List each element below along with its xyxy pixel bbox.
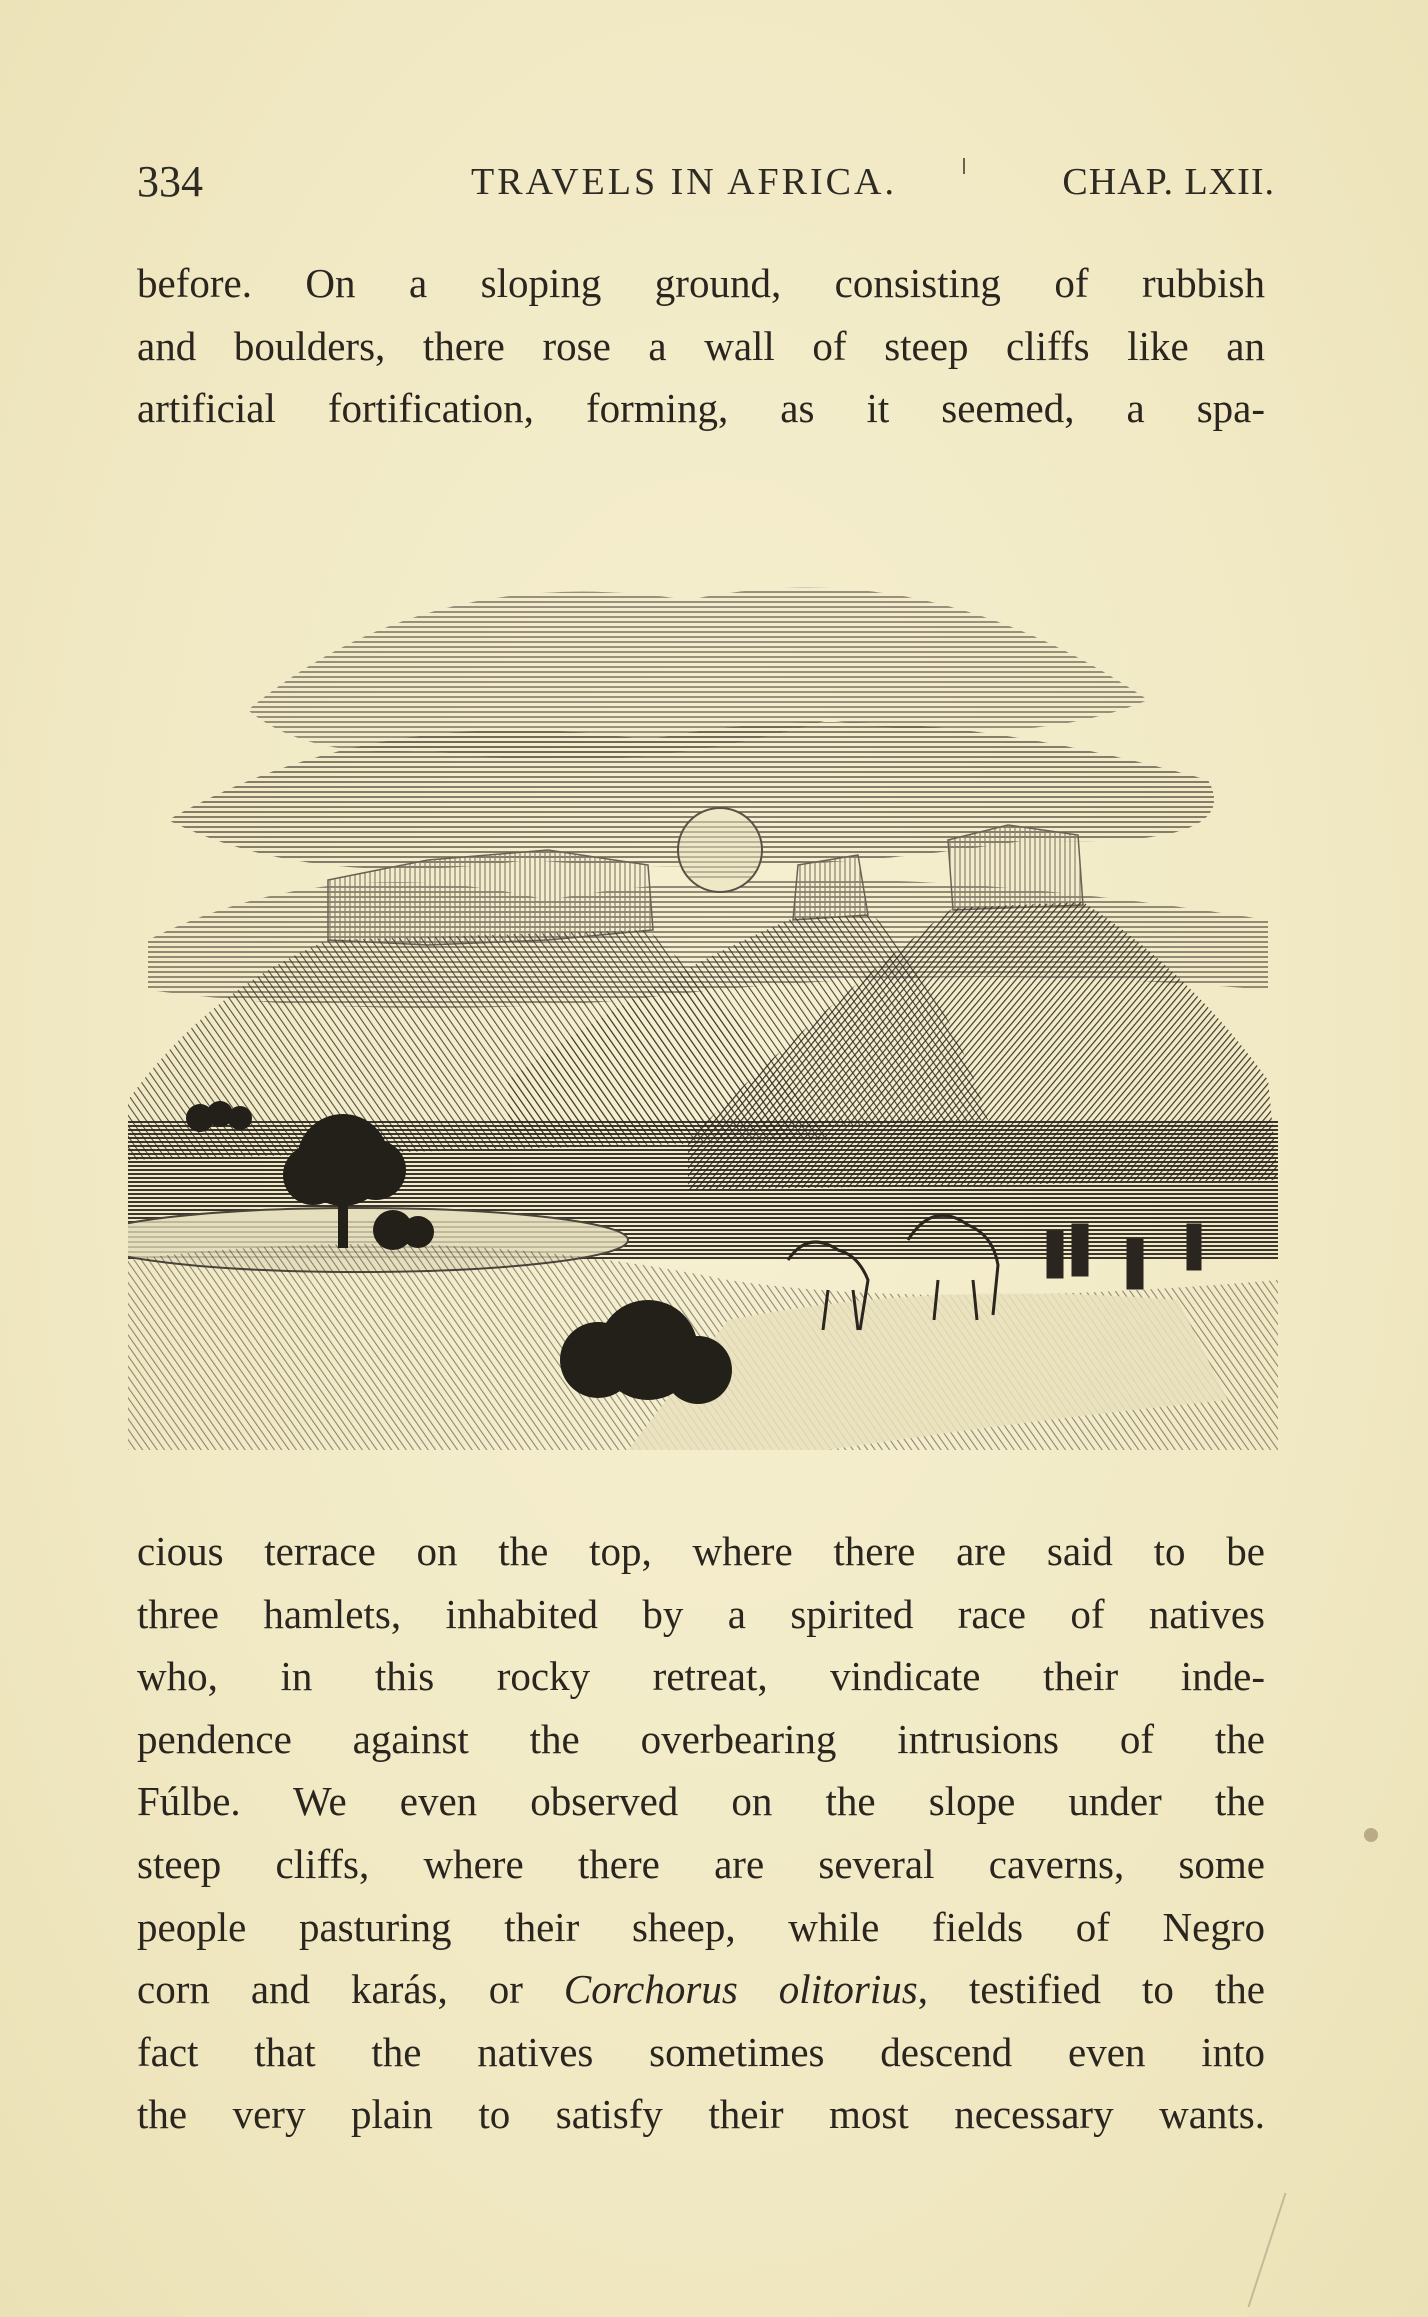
text-segment: corn and karás, or (137, 1966, 564, 2013)
text-line: fact that the natives sometimes descend even into (137, 2028, 1265, 2075)
landscape-engraving (128, 520, 1278, 1450)
text-line: Fúlbe. We even observed on the slope under the (137, 1778, 1265, 1825)
right-cliff (948, 825, 1083, 910)
text-line: and boulders, there rose a wall of steep cliffs like an (137, 322, 1265, 369)
engraving-illustration (128, 520, 1278, 1450)
text-line: steep cliffs, where there are several caverns, some (137, 1840, 1265, 1887)
print-mark (963, 158, 965, 174)
text-line: pendence against the overbearing intrusions of the (137, 1715, 1265, 1762)
middle-cliff (793, 855, 868, 920)
running-title: TRAVELS IN AFRICA. (471, 161, 897, 203)
text-line: who, in this rocky retreat, vindicate their inde- (137, 1653, 1265, 1700)
ink-spot (1364, 1828, 1378, 1842)
text-line: before. On a sloping ground, consisting of rubbish (137, 260, 1265, 306)
italic-species-name: Corchorus olitorius (563, 1966, 918, 2013)
page-number: 334 (137, 157, 203, 206)
paper-crease (1248, 2193, 1287, 2308)
paragraph-before-illustration (137, 252, 1265, 440)
text-segment: , testified to the (917, 1966, 1265, 2013)
chapter-label: CHAP. LXII. (1062, 161, 1275, 203)
paragraph-after-illustration (137, 1520, 1265, 2146)
text-line: the very plain to satisfy their most necessary wants. (137, 2091, 1265, 2138)
page-header (137, 157, 1275, 220)
text-line: cious terrace on the top, where there are said to be (137, 1528, 1265, 1574)
text-line: three hamlets, inhabited by a spirited race of natives (137, 1590, 1265, 1637)
text-line-italic (137, 1958, 1265, 2021)
text-line: people pasturing their sheep, while fields of Negro (137, 1903, 1265, 1950)
text-line: artificial fortification, forming, as it seemed, a spa- (137, 385, 1265, 432)
